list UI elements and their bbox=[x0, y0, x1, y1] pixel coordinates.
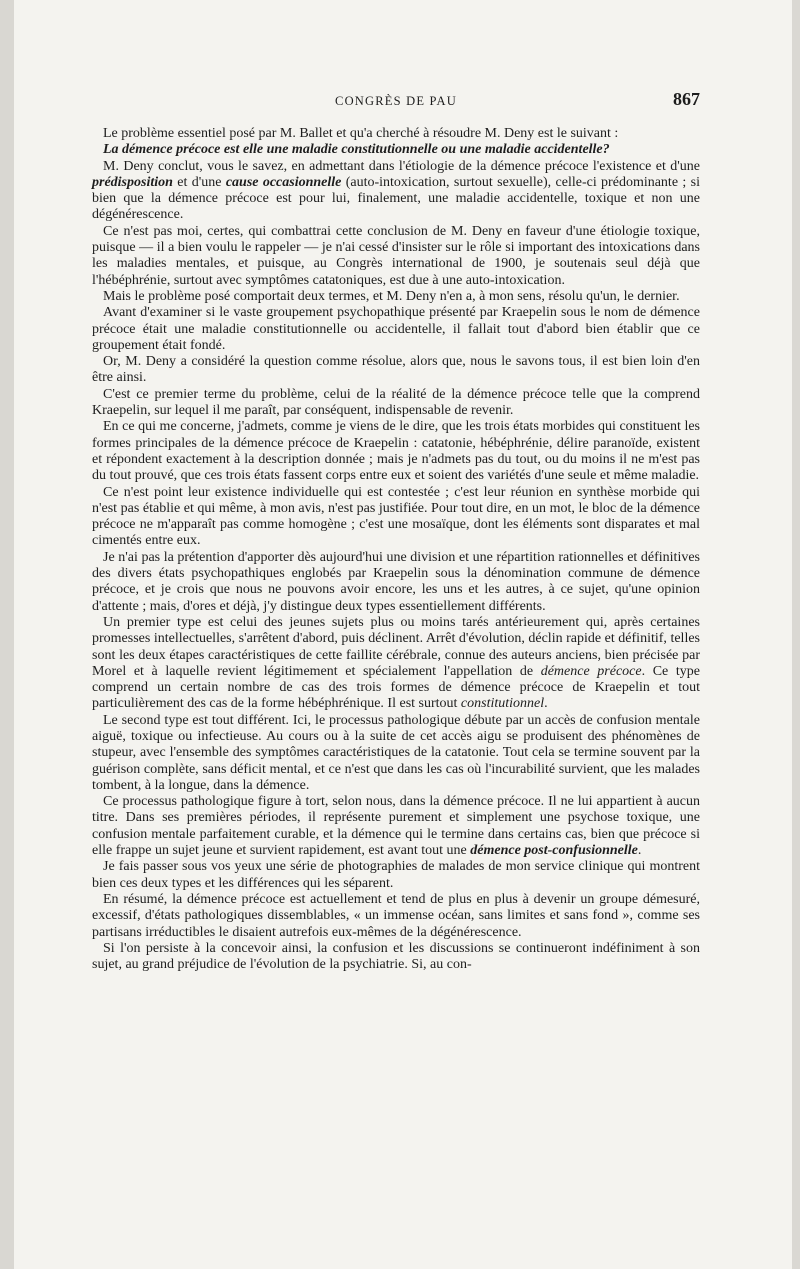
text-run: M. Deny conclut, vous le savez, en admettant dans l'étiologie de la démence précoce l'existence et d'une bbox=[103, 158, 700, 174]
text-run: Mais le problème posé comportait deux termes, et M. Deny n'en a, à mon sens, résolu qu'un, le dernier. bbox=[103, 288, 680, 304]
paragraph bbox=[92, 713, 700, 794]
text-run: Un premier type est celui des jeunes sujets plus ou moins tarés antérieurement qui, après certaines promesses intellectuelles, s'arrêtent d'abord, puis déclinent. Arrêt d'évolution, déclin rapide et définitif, telles sont les deux étapes caractéristiques de cette faillite cérébrale, connue des auteurs anciens, bien précisée par Morel et à laquelle revient légitimement et spécialement l'appellation de bbox=[92, 614, 700, 679]
paragraph bbox=[92, 126, 700, 142]
italic-phrase: démence précoce bbox=[540, 663, 642, 679]
text-run: Je n'ai pas la prétention d'apporter dès aujourd'hui une division et une répartition rationnelles et définitives des divers états psychopathiques englobés par Kraepelin sous la dénomination commune de démence précoce, et je crois que nous ne pouvons avoir encore, les uns et les autres, à ce sujet, qu'une opinion d'attente ; mais, d'ores et déjà, j'y distingue deux types essentiellement différents. bbox=[92, 549, 700, 614]
paragraph bbox=[92, 550, 700, 615]
text-run: Le second type est tout différent. Ici, le processus pathologique débute par un accès de confusion mentale aiguë, toxique ou infectieuse. Au cours ou à la suite de cet accès aigu se produisent des phénomènes de stupeur, avec l'ensemble des symptômes caractéristiques de la catatonie. Tout cela se termine souvent par la guérison complète, sans déficit mental, et ce n'est que dans les cas où l'incurabilité survient, que les malades tombent, à la longue, dans la démence. bbox=[92, 712, 700, 793]
emphasis-phrase: cause occasionnelle bbox=[225, 174, 342, 190]
paragraph bbox=[92, 419, 700, 484]
text-run: C'est ce premier terme du problème, celui de la réalité de la démence précoce telle que la comprend Kraepelin, sur lequel il me paraît, par conséquent, indispensable de revenir. bbox=[92, 386, 700, 419]
text-run: Avant d'examiner si le vaste groupement psychopathique présenté par Kraepelin sous le nom de démence précoce était une maladie constitutionnelle ou accidentelle, il fallait tout d'abord bien établir que ce groupement était fondé. bbox=[92, 305, 700, 353]
paragraph bbox=[92, 224, 700, 289]
paragraph bbox=[92, 941, 700, 974]
question-paragraph bbox=[92, 142, 700, 158]
text-run: En résumé, la démence précoce est actuellement et tend de plus en plus à devenir un groupe démesuré, excessif, d'états pathologiques dissemblables, « un immense océan, sans limites et sans fond », comme ses partisans irréductibles le disaient autrefois eux-mêmes de la dégénérescence. bbox=[92, 891, 700, 940]
page-number: 867 bbox=[673, 89, 700, 109]
text-run: Ce processus pathologique figure à tort, selon nous, dans la démence précoce. Il ne lui appartient à aucun titre. Dans ses premières périodes, il représente purement et simplement une psychose toxique, une confusion mentale parfaitement curable, et la démence qui le termine dans certains cas, bien que précoce si elle frappe un sujet jeune et survient rapidement, est avant tout une bbox=[92, 794, 700, 859]
text-run: La démence précoce est elle une maladie constitutionnelle ou une maladie accidentelle? bbox=[103, 142, 610, 158]
text-run: . bbox=[544, 696, 548, 712]
paragraph bbox=[92, 859, 700, 892]
emphasis-phrase: démence post-confusionnelle bbox=[470, 843, 638, 859]
text-run: Ce n'est point leur existence individuelle qui est contestée ; c'est leur réunion en synthèse morbide qui n'est pas établie et qui même, à mon avis, n'est pas justifiée. Pour tout dire, en un mot, le bloc de la démence précoce ne m'apparaît pas comme homogène ; c'est une mosaïque, dont les éléments sont disparates et mal cimentés entre eux. bbox=[92, 484, 700, 549]
paragraph bbox=[92, 892, 700, 941]
paragraph bbox=[92, 794, 700, 859]
paragraph bbox=[92, 387, 700, 420]
running-title: CONGRÈS DE PAU bbox=[335, 94, 457, 108]
text-run: et d'une bbox=[172, 174, 226, 190]
paragraph bbox=[92, 289, 700, 305]
paragraph bbox=[92, 485, 700, 550]
text-run: . Ce type comprend un certain nombre de cas des trois formes de démence précoce de Kraepelin et tout particulièrement des cas de la forme hébéphrénique. Il est surtout bbox=[92, 663, 700, 712]
paragraph bbox=[92, 354, 700, 387]
text-run: En ce qui me concerne, j'admets, comme je viens de le dire, que les trois états morbides qui constituent les formes principales de la démence précoce de Kraepelin : catatonie, hébéphrénie, délire paranoïde, existent et répondent exactement à la description donnée ; mais je n'admets pas du tout, ou du moins il ne m'est pas du tout prouvé, que ces trois états fassent corps entre eux et soient des variétés d'une seule et même maladie. bbox=[92, 419, 700, 484]
body-text bbox=[92, 126, 700, 973]
italic-phrase: constitutionnel bbox=[460, 696, 545, 712]
text-run: (auto-intoxication, surtout sexuelle), celle-ci prédominante ; si bien que la démence précoce est pour lui, finalement, une maladie accidentelle, toxique et non une dégénérescence. bbox=[92, 174, 700, 223]
paragraph bbox=[92, 159, 700, 224]
paragraph bbox=[92, 305, 700, 354]
paragraph bbox=[92, 615, 700, 713]
emphasis-phrase: prédisposition bbox=[92, 174, 173, 190]
text-run: Le problème essentiel posé par M. Ballet et qu'a cherché à résoudre M. Deny est le suivant : bbox=[103, 126, 619, 141]
text-run: Je fais passer sous vos yeux une série de photographies de malades de mon service clinique qui montrent bien ces deux types et les différences qui les séparent. bbox=[92, 859, 700, 891]
text-run: Ce n'est pas moi, certes, qui combattrai cette conclusion de M. Deny en faveur d'une étiologie toxique, puisque — il a bien voulu le rappeler — je n'ai cessé d'insister sur le rôle si important des intoxications dans les maladies mentales, et puisque, au Congrès international de 1900, je soutenais seul déjà que l'hébéphrénie, surtout avec symptômes catatoniques, est due à une auto-intoxication. bbox=[92, 223, 700, 288]
text-run: . bbox=[637, 843, 642, 859]
text-run: Si l'on persiste à la concevoir ainsi, la confusion et les discussions se continueront indéfiniment à son sujet, au grand préjudice de l'évolution de la psychiatrie. Si, au con- bbox=[92, 940, 700, 973]
text-run: Or, M. Deny a considéré la question comme résolue, alors que, nous le savons tous, il est bien loin d'en être ainsi. bbox=[92, 354, 700, 386]
page-header bbox=[92, 89, 700, 116]
